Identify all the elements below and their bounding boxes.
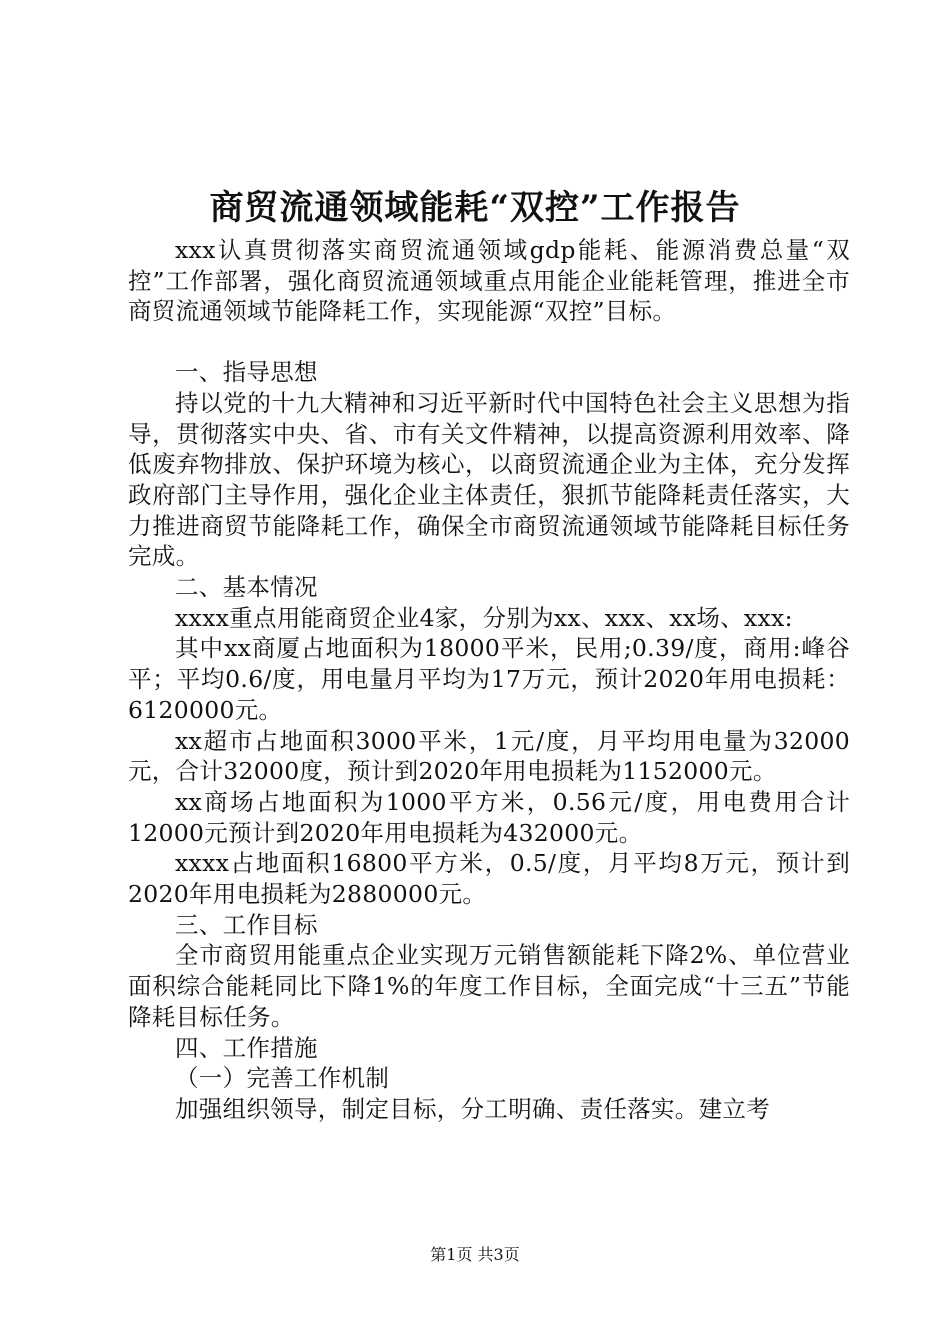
paragraph-mall-b: xx商场占地面积为1000平方米，0.56元/度，用电费用合计12000元预计到2020年用电损耗为432000元。 [128, 787, 850, 847]
paragraph-enterprise-d: xxxx占地面积16800平方米，0.5/度，月平均8万元，预计到2020年用电损耗为2880000元。 [128, 849, 850, 909]
document-title: 商贸流通领域能耗“双控”工作报告 [209, 188, 741, 228]
section-heading-work-goals: 三、工作目标 [175, 910, 318, 939]
intro-paragraph: xxx认真贯彻落实商贸流通领域gdp能耗、能源消费总量“双控”工作部署，强化商贸流通领域重点用能企业能耗管理，推进全市商贸流通领域节能降耗工作，实现能源“双控”目标。 [128, 236, 850, 326]
section-heading-basic-situation: 二、基本情况 [175, 573, 318, 602]
paragraph-work-goals: 全市商贸用能重点企业实现万元销售额能耗下降2%、单位营业面积综合能耗同比下降1%的年度工作目标，全面完成“十三五”节能降耗目标任务。 [128, 941, 850, 1031]
section-heading-guiding-ideology: 一、指导思想 [175, 358, 318, 387]
section-heading-work-measures: 四、工作措施 [175, 1033, 318, 1062]
paragraph-supermarket: xx超市占地面积3000平米，1元/度，月平均用电量为32000元，合计32000度，预计到2020年用电损耗为1152000元。 [128, 726, 850, 786]
subsection-heading-mechanism: （一）完善工作机制 [175, 1064, 390, 1093]
paragraph-mechanism: 加强组织领导，制定目标，分工明确、责任落实。建立考 [175, 1094, 770, 1123]
page-number-footer: 第1页 共3页 [430, 1245, 520, 1264]
paragraph-guiding-ideology: 持以党的十九大精神和习近平新时代中国特色社会主义思想为指导，贯彻落实中央、省、市有关文件精神，以提高资源利用效率、降低废弃物排放、保护环境为核心，以商贸流通企业为主体，充分发挥政府部门主导作用，强化企业主体责任，狠抓节能降耗责任落实，大力推进商贸节能降耗工作，确保全市商贸流通领域节能降耗目标任务完成。 [128, 388, 850, 571]
document-body [128, 235, 850, 1125]
paragraph-mall-a: 其中xx商厦占地面积为18000平米，民用;0.39/度，商用:峰谷平；平均0.6/度，用电量月平均为17万元，预计2020年用电损耗：6120000元。 [128, 634, 850, 724]
paragraph-enterprise-overview: xxxx重点用能商贸企业4家，分别为xx、xxx、xx场、xxx: [175, 603, 793, 632]
